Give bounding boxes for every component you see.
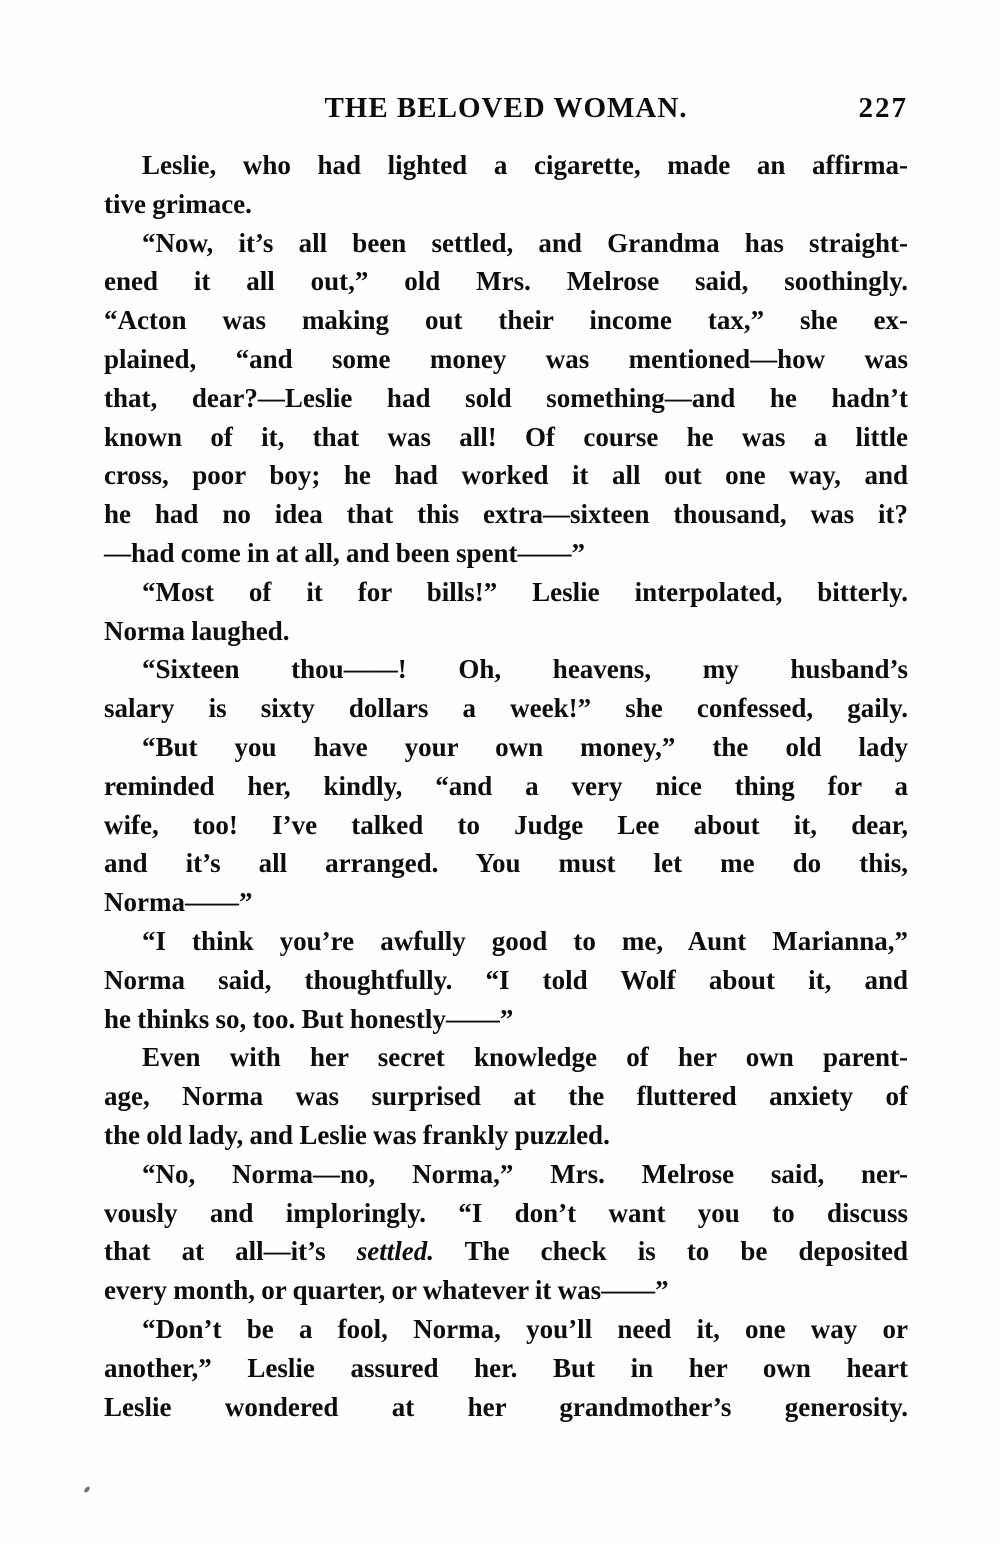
text-line — [104, 1116, 908, 1155]
text-segment: Leslie, who had lighted a cigarette, made an affirma- — [142, 150, 908, 180]
text-segment: he had no idea that this extra—sixteen thousand, was it? — [104, 499, 908, 530]
text-segment: reminded her, kindly, “and a very nice thing for a — [104, 770, 908, 801]
text-segment: “No, Norma—no, Norma,” Mrs. Melrose said, ner- — [142, 1158, 908, 1189]
text-segment: that, dear?—Leslie had sold something—and he hadn’t — [104, 382, 908, 413]
paragraph — [104, 922, 908, 1038]
text-line — [104, 922, 908, 961]
text-line — [104, 612, 908, 651]
scan-speck-artifact — [83, 1486, 91, 1494]
text-line — [104, 689, 908, 728]
paragraph — [104, 1155, 908, 1310]
text-line — [104, 1077, 908, 1116]
text-segment: “Now, it’s all been settled, and Grandma has straight- — [142, 227, 908, 258]
text-segment: and it’s all arranged. You must let me do this, — [104, 848, 908, 879]
text-line — [104, 650, 908, 689]
text-line — [104, 1232, 908, 1271]
paragraph — [104, 224, 908, 573]
text-line — [104, 146, 908, 185]
text-line — [104, 301, 908, 340]
text-line — [104, 1349, 908, 1388]
paragraph — [104, 1038, 908, 1154]
text-line — [104, 883, 908, 922]
text-segment: age, Norma was surprised at the fluttered anxiety of — [104, 1081, 908, 1112]
text-line — [104, 1155, 908, 1194]
text-segment: “Most of it for bills!” Leslie interpolated, bitterly. — [142, 576, 908, 607]
text-segment: tive grimace. — [104, 188, 252, 219]
text-line — [104, 573, 908, 612]
text-line — [104, 418, 908, 457]
text-segment: Norma laughed. — [104, 615, 290, 646]
text-segment: ened it all out,” old Mrs. Melrose said, soothingly. — [104, 266, 908, 297]
running-title: THE BELOVED WOMAN. — [324, 92, 688, 124]
text-line — [104, 495, 908, 534]
text-segment: known of it, that was all! Of course he was a little — [104, 421, 908, 452]
text-line — [104, 1271, 908, 1310]
text-segment: Norma said, thoughtfully. “I told Wolf about it, and — [104, 964, 908, 995]
paragraph — [104, 573, 908, 651]
text-segment: plained, “and some money was mentioned—how was — [104, 343, 908, 374]
text-segment: that at all—it’s — [104, 1236, 357, 1267]
text-line — [104, 844, 908, 883]
text-line — [104, 262, 908, 301]
paragraph — [104, 650, 908, 728]
text-segment: cross, poor boy; he had worked it all out one way, and — [104, 460, 908, 491]
text-segment: Norma——” — [104, 887, 253, 918]
text-line — [104, 340, 908, 379]
text-segment: vously and imploringly. “I don’t want you to discuss — [104, 1197, 908, 1228]
text-segment: —had come in at all, and been spent——” — [104, 537, 586, 568]
text-line — [104, 534, 908, 573]
text-line — [104, 456, 908, 495]
text-line — [104, 1388, 908, 1427]
paragraph — [104, 146, 908, 224]
text-line — [104, 185, 908, 224]
text-line — [104, 1194, 908, 1233]
text-segment: “Acton was making out their income tax,” she ex- — [104, 305, 908, 336]
text-line — [104, 1038, 908, 1077]
paragraph — [104, 1310, 908, 1426]
text-line — [104, 961, 908, 1000]
text-segment: salary is sixty dollars a week!” she confessed, gaily. — [104, 693, 908, 724]
text-segment: Leslie wondered at her grandmother’s generosity. — [104, 1391, 908, 1422]
page-number: 227 — [858, 92, 908, 124]
page-header — [104, 92, 908, 124]
text-segment: “But you have your own money,” the old lady — [142, 731, 908, 762]
text-line — [104, 379, 908, 418]
text-segment: he thinks so, too. But honestly——” — [104, 1003, 514, 1034]
text-line — [104, 767, 908, 806]
text-line — [104, 806, 908, 845]
text-line — [104, 728, 908, 767]
text-segment: another,” Leslie assured her. But in her own heart — [104, 1352, 908, 1383]
text-segment: “Sixteen thou——! Oh, heavens, my husband’s — [142, 654, 908, 685]
text-segment: The check is to be deposited — [433, 1236, 908, 1267]
page-paragraphs — [104, 146, 908, 1426]
text-line — [104, 224, 908, 263]
text-segment: “I think you’re awfully good to me, Aunt Marianna,” — [142, 925, 908, 956]
text-segment: wife, too! I’ve talked to Judge Lee about it, dear, — [104, 809, 908, 840]
text-segment: every month, or quarter, or whatever it was——” — [104, 1275, 669, 1306]
text-segment: Even with her secret knowledge of her own parent- — [142, 1042, 908, 1073]
text-line — [104, 1310, 908, 1349]
text-segment: the old lady, and Leslie was frankly puzzled. — [104, 1119, 610, 1150]
italic-text: settled. — [356, 1236, 434, 1267]
text-line — [104, 1000, 908, 1039]
text-segment: “Don’t be a fool, Norma, you’ll need it, one way or — [142, 1313, 908, 1344]
paragraph — [104, 728, 908, 922]
